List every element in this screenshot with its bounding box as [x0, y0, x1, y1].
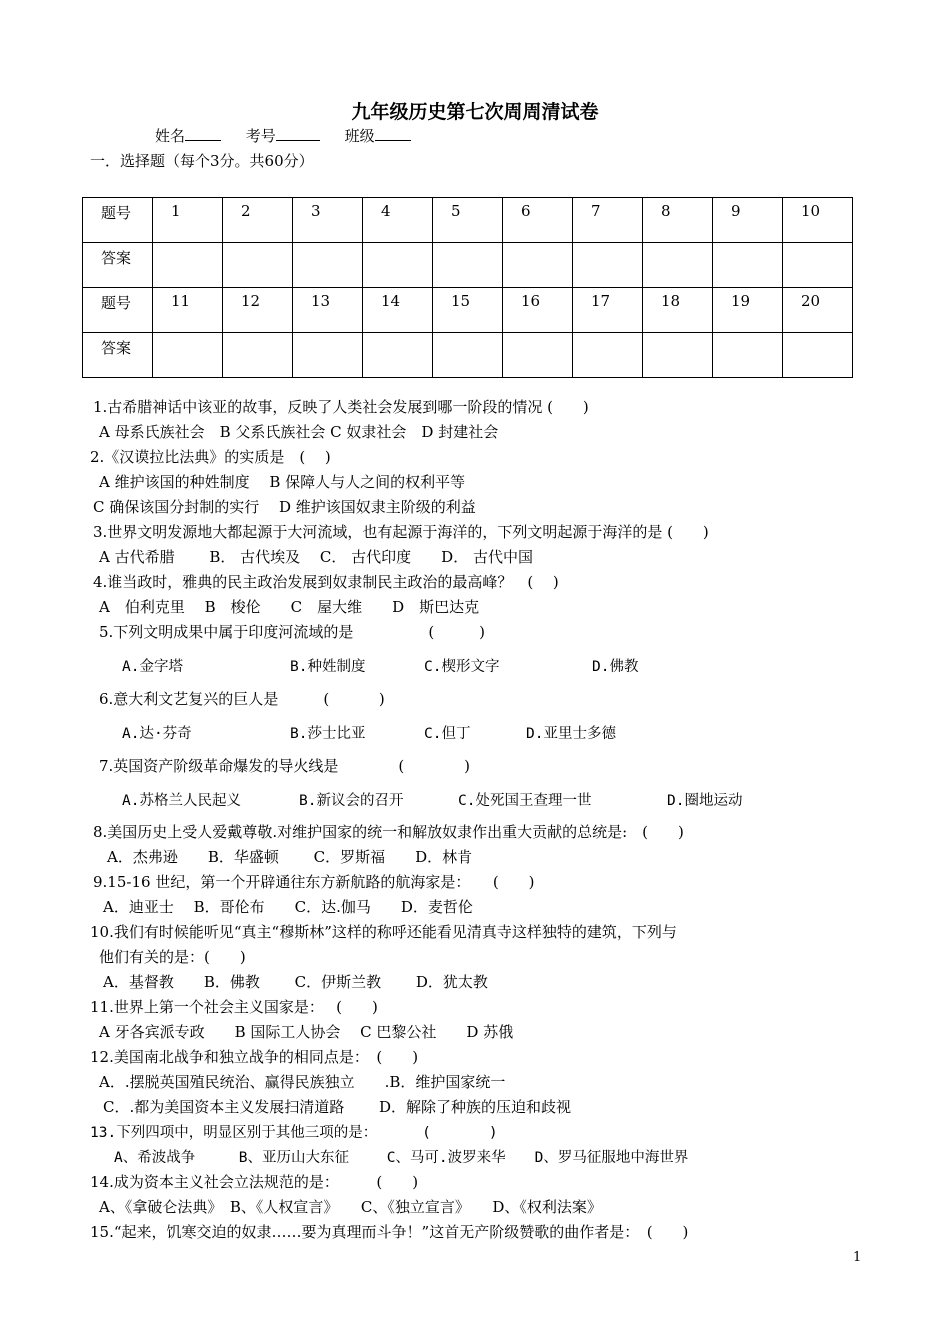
answer-cell[interactable] [713, 333, 783, 378]
section-heading: 一．选择题（每个3分。共60分） [90, 152, 314, 170]
answer-cell[interactable] [363, 243, 433, 288]
answer-cell[interactable] [503, 243, 573, 288]
question-3: 3.世界文明发源地大都起源于大河流域，也有起源于海洋的，下列文明起源于海洋的是 ( ) [93, 523, 709, 541]
question-6-option-b: B.莎士比亚 [290, 726, 366, 742]
answer-cell[interactable] [223, 333, 293, 378]
question-number: 19 [713, 288, 783, 333]
question-10-options: A．基督教 B．佛教 C．伊斯兰教 D．犹太教 [103, 973, 488, 991]
question-number: 3 [293, 198, 363, 243]
question-number: 9 [713, 198, 783, 243]
class-blank[interactable] [375, 126, 411, 141]
question-2-options-1: A 维护该国的种姓制度 B 保障人与人之间的权利平等 [99, 473, 466, 491]
answer-cell[interactable] [503, 333, 573, 378]
question-7-option-c: C.处死国王查理一世 [458, 793, 592, 809]
question-number: 14 [363, 288, 433, 333]
question-5-option-d: D.佛教 [592, 659, 639, 675]
question-number: 13 [293, 288, 363, 333]
question-number: 20 [783, 288, 853, 333]
question-number: 16 [503, 288, 573, 333]
question-1-options: A 母系氏族社会 B 父系氏族社会 C 奴隶社会 D 封建社会 [99, 423, 499, 441]
question-13: 13.下列四项中，明显区别于其他三项的是： ( ) [90, 1125, 498, 1141]
question-9: 9.15-16 世纪，第一个开辟通往东方新航路的航海家是： ( ) [93, 873, 535, 891]
question-number: 8 [643, 198, 713, 243]
row-label: 题号 [83, 198, 153, 243]
page-title: 九年级历史第七次周周清试卷 [351, 101, 599, 123]
name-blank[interactable] [185, 126, 221, 141]
answer-table [82, 197, 853, 378]
question-6-option-a: A.达·芬奇 [122, 726, 192, 742]
question-5-option-c: C.楔形文字 [424, 659, 500, 675]
question-11: 11.世界上第一个社会主义国家是： ( ) [90, 998, 378, 1016]
question-8-options: A．杰弗逊 B．华盛顿 C．罗斯福 D．林肯 [107, 848, 473, 866]
answer-cell[interactable] [223, 243, 293, 288]
number-label: 考号 [245, 127, 276, 145]
answer-cell[interactable] [573, 243, 643, 288]
question-12-options-1: A．.摆脱英国殖民统治、赢得民族独立 .B．维护国家统一 [99, 1073, 506, 1091]
question-number: 2 [223, 198, 293, 243]
row-label: 答案 [83, 243, 153, 288]
question-14-options: A、《拿破仑法典》 B、《人权宣言》 C、《独立宣言》 D、《权利法案》 [99, 1198, 602, 1216]
table-row [83, 333, 853, 378]
question-4-options: A 伯利克里 B 梭伦 C 屋大维 D 斯巴达克 [99, 598, 480, 616]
question-2-options-2: C 确保该国分封制的实行 D 维护该国奴隶主阶级的利益 [93, 498, 476, 516]
question-number: 5 [433, 198, 503, 243]
row-label: 题号 [83, 288, 153, 333]
question-7-option-a: A.苏格兰人民起义 [122, 793, 241, 809]
answer-cell[interactable] [153, 333, 223, 378]
answer-cell[interactable] [153, 243, 223, 288]
name-label: 姓名 [155, 127, 186, 145]
question-6: 6.意大利文艺复兴的巨人是 ( ) [99, 690, 385, 708]
page-number: 1 [853, 1250, 862, 1265]
question-5-option-b: B.种姓制度 [290, 659, 366, 675]
question-6-option-d: D.亚里士多德 [526, 726, 616, 742]
answer-cell[interactable] [783, 243, 853, 288]
question-10-line-2: 他们有关的是：( ) [99, 948, 246, 966]
answer-cell[interactable] [643, 333, 713, 378]
question-number: 15 [433, 288, 503, 333]
question-number: 7 [573, 198, 643, 243]
answer-cell[interactable] [433, 333, 503, 378]
question-10-line-1: 10.我们有时候能听见“真主“穆斯林”这样的称呼还能看见清真寺这样独特的建筑，下列与 [90, 923, 677, 941]
question-4: 4.谁当政时，雅典的民主政治发展到奴隶制民主政治的最高峰？ ( ) [93, 573, 559, 591]
question-number: 4 [363, 198, 433, 243]
question-number: 6 [503, 198, 573, 243]
answer-cell[interactable] [293, 243, 363, 288]
question-number: 11 [153, 288, 223, 333]
number-blank[interactable] [276, 126, 320, 141]
question-15: 15.“起来，饥寒交迫的奴隶……要为真理而斗争！”这首无产阶级赞歌的曲作者是： ( ) [90, 1223, 689, 1241]
row-label: 答案 [83, 333, 153, 378]
question-2: 2.《汉谟拉比法典》的实质是 ( ) [90, 448, 331, 466]
question-13-options: A、希波战争 B、亚历山大东征 C、马可.波罗来华 D、罗马征服地中海世界 [114, 1150, 689, 1166]
question-12-options-2: C．.都为美国资本主义发展扫清道路 D．解除了种族的压迫和歧视 [103, 1098, 572, 1116]
question-14: 14.成为资本主义社会立法规范的是： ( ) [90, 1173, 419, 1191]
question-5: 5.下列文明成果中属于印度河流域的是 ( ) [99, 623, 486, 641]
answer-cell[interactable] [643, 243, 713, 288]
question-1: 1.古希腊神话中该亚的故事，反映了人类社会发展到哪一阶段的情况 ( ) [93, 398, 589, 416]
question-5-option-a: A.金字塔 [122, 659, 183, 675]
table-row [83, 243, 853, 288]
answer-cell[interactable] [363, 333, 433, 378]
question-number: 17 [573, 288, 643, 333]
answer-cell[interactable] [713, 243, 783, 288]
student-info [155, 125, 431, 146]
question-3-options: A 古代希腊 B． 古代埃及 C． 古代印度 D． 古代中国 [99, 548, 533, 566]
answer-cell[interactable] [293, 333, 363, 378]
question-11-options: A 牙各宾派专政 B 国际工人协会 C 巴黎公社 D 苏俄 [99, 1023, 514, 1041]
question-7: 7.英国资产阶级革命爆发的导火线是 ( ) [99, 757, 471, 775]
table-row [83, 288, 853, 333]
class-label: 班级 [344, 127, 375, 145]
question-number: 10 [783, 198, 853, 243]
question-8: 8.美国历史上受人爱戴尊敬.对维护国家的统一和解放奴隶作出重大贡献的总统是: ( ) [93, 823, 684, 841]
answer-cell[interactable] [433, 243, 503, 288]
answer-cell[interactable] [783, 333, 853, 378]
question-number: 12 [223, 288, 293, 333]
question-number: 18 [643, 288, 713, 333]
table-row [83, 198, 853, 243]
answer-cell[interactable] [573, 333, 643, 378]
question-9-options: A．迪亚士 B．哥伦布 C．达.伽马 D．麦哲伦 [103, 898, 473, 916]
question-7-option-d: D.圈地运动 [667, 793, 743, 809]
question-number: 1 [153, 198, 223, 243]
question-12: 12.美国南北战争和独立战争的相同点是： ( ) [90, 1048, 419, 1066]
question-7-option-b: B.新议会的召开 [299, 793, 404, 809]
question-6-option-c: C.但丁 [424, 726, 471, 742]
